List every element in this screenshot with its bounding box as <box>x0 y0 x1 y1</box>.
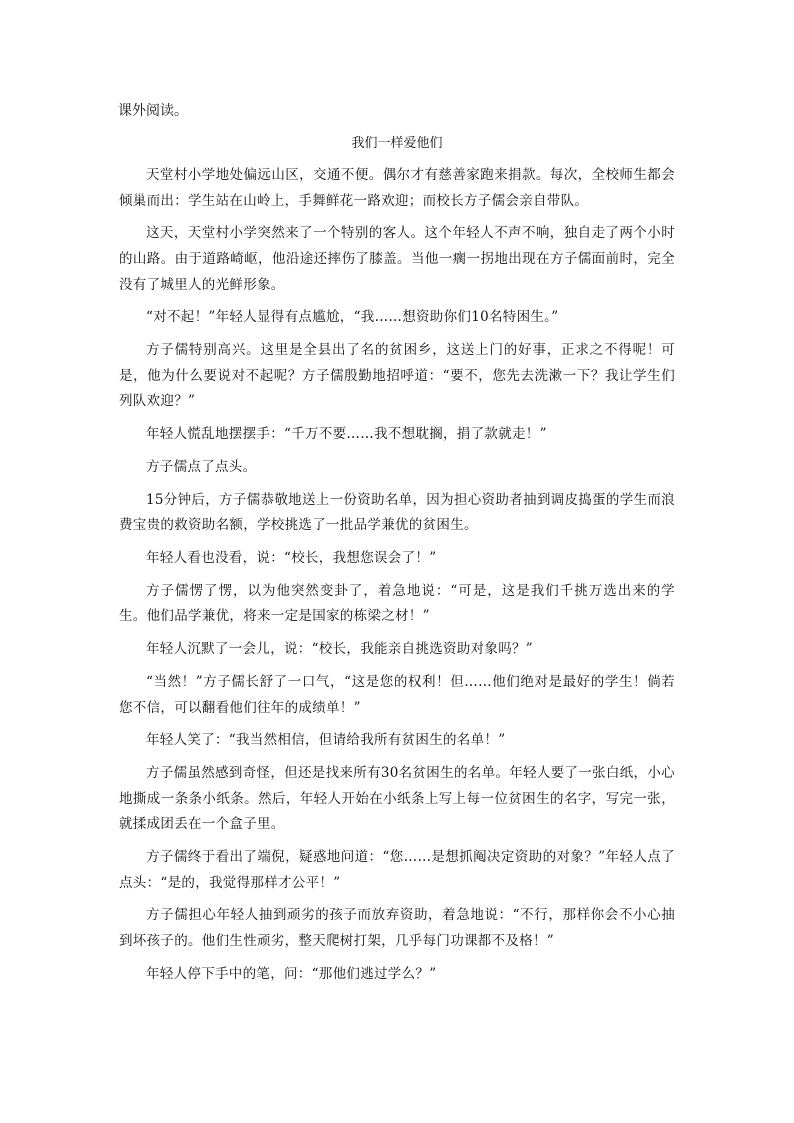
paragraph: 方子儒担心年轻人抽到顽劣的孩子而放弃资助，着急地说：“不行，那样你会不小心抽到坏孩子的。他们生性顽劣，整天爬树打架，几乎每门功课都不及格！” <box>119 907 675 950</box>
paragraph: 这天，天堂村小学突然来了一个特别的客人。这个年轻人不声不响，独自走了两个小时的山路。由于道路崎岖，他沿途还摔伤了膝盖。当他一瘸一拐地出现在方子儒面前时，完全没有了城里人的光鲜形象。 <box>119 225 675 293</box>
paragraph: 年轻人停下手中的笔，问：“那他们逃过学么？” <box>146 965 437 982</box>
section-heading: 课外阅读。 <box>118 103 188 119</box>
paragraph: 方子儒特别高兴。这里是全县出了名的贫困乡，这送上门的好事，正求之不得呢！可是，他为什么要说对不起呢？方子儒殷勤地招呼道：“要不，您先去洗漱一下？我让学生们列队欢迎？” <box>119 342 675 410</box>
paragraph: “当然！”方子儒长舒了一口气，“这是您的权利！但……他们绝对是最好的学生！倘若您不信，可以翻看他们往年的成绩单！” <box>119 673 675 716</box>
paragraph: 年轻人笑了：“我当然相信，但请给我所有贫困生的名单！” <box>146 732 506 749</box>
story-title: 我们一样爱他们 <box>351 136 443 151</box>
paragraph: 方子儒终于看出了端倪，疑惑地问道：“您……是想抓阄决定资助的对象？”年轻人点了点头：“是的，我觉得那样才公平！” <box>119 849 675 891</box>
paragraph: 15分钟后，方子儒恭敬地送上一份资助名单，因为担心资助者抽到调皮捣蛋的学生而浪费宝贵的救资助名额，学校挑选了一批品学兼优的贫困生。 <box>119 491 675 534</box>
paragraph: 天堂村小学地处偏远山区，交通不便。偶尔才有慈善家跑来捐款。每次，全校师生都会倾巢而出：学生站在山岭上，手舞鲜花一路欢迎；而校长方子儒会亲自带队。 <box>119 167 675 209</box>
paragraph: “对不起！”年轻人显得有点尴尬，“我……想资助你们10名特困生。” <box>146 309 559 326</box>
paragraph: 年轻人沉默了一会儿，说：“校长，我能亲自挑选资助对象吗？” <box>146 641 534 658</box>
paragraph: 方子儒愣了愣，以为他突然变卦了，着急地说：“可是，这是我们千挑万选出来的学生。他们品学兼优，将来一定是国家的栋梁之材！” <box>119 582 675 625</box>
paragraph: 方子儒点了点头。 <box>146 458 257 475</box>
paragraph: 年轻人看也没看，说：“校长，我想您误会了！” <box>146 550 437 567</box>
story-body <box>119 163 675 995</box>
paragraph: 年轻人慌乱地摆摆手：“千万不要……我不想耽搁，捐了款就走！” <box>146 426 547 443</box>
paragraph: 方子儒虽然感到奇怪，但还是找来所有30名贫困生的名单。年轻人要了一张白纸，小心地撕成一条条小纸条。然后，年轻人开始在小纸条上写上每一位贫困生的名字，写完一张，就揉成团丢在一个盒子里。 <box>119 765 675 833</box>
